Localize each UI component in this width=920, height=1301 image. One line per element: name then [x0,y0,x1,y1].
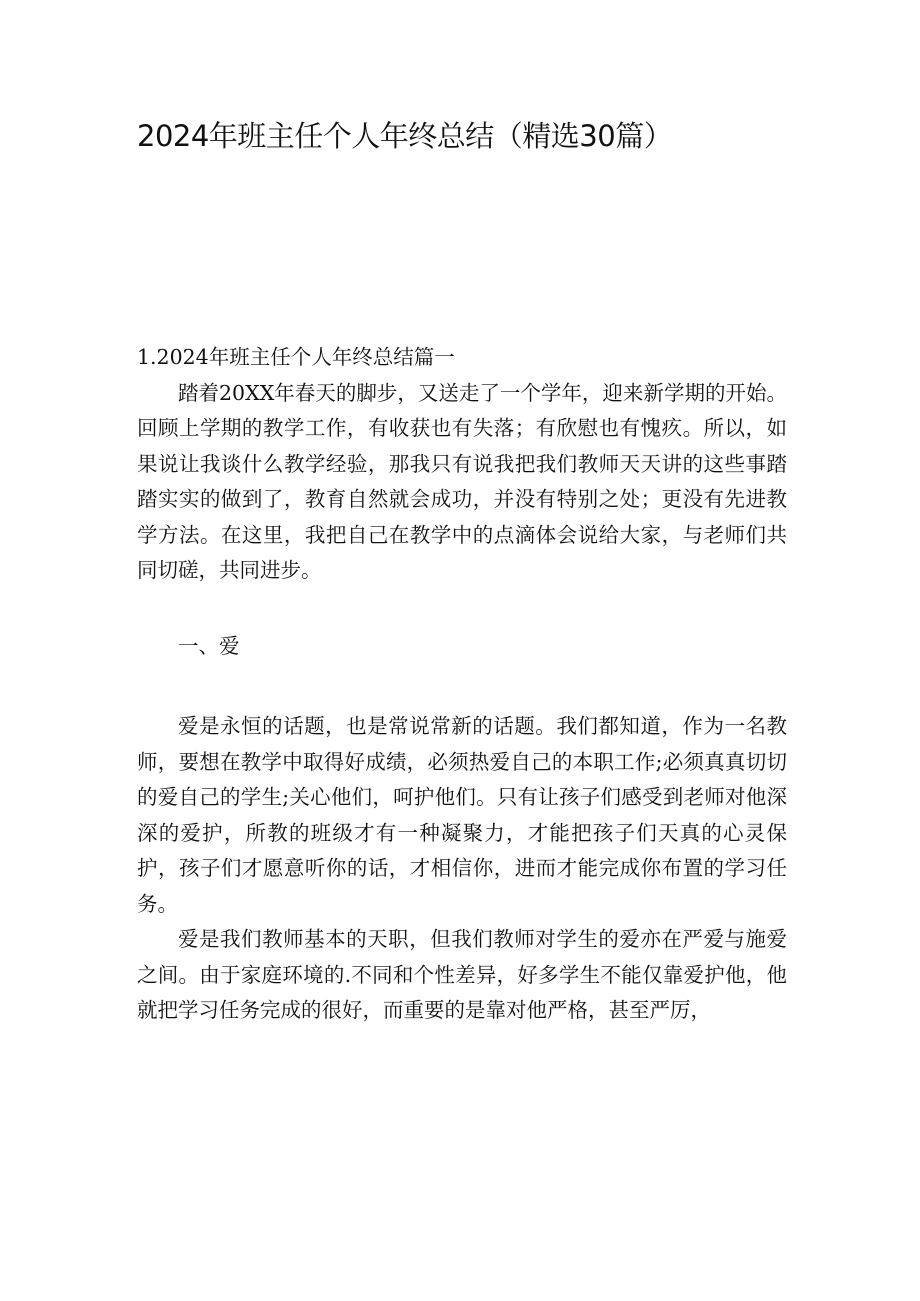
paragraph-intro: 踏着20XX年春天的脚步，又送走了一个学年，迎来新学期的开始。回顾上学期的教学工作，有收获也有失落；有欣慰也有愧疚。所以，如果说让我谈什么教学经验，那我只有说我把我们教师天天讲的这些事踏踏实实的做到了，教育自然就会成功，并没有特别之处；更没有先进教学方法。在这里，我把自己在教学中的点滴体会说给大家，与老师们共同切磋，共同进步。 [137,380,787,582]
section-heading: 1.2024年班主任个人年终总结篇一 [137,345,455,369]
paragraph-love: 爱是永恒的话题，也是常说常新的话题。我们都知道，作为一名教师，要想在教学中取得好成绩，必须热爱自己的本职工作;必须真真切切的爱自己的学生;关心他们，呵护他们。只有让孩子们感受到老师对他深深的爱护，所教的班级才有一种凝聚力，才能把孩子们天真的心灵保护，孩子们才愿意听你的话，才相信你，进而才能完成你布置的学习任务。 [137,714,787,916]
spacer [137,589,787,629]
spacer [137,664,787,709]
document-body [137,340,787,1029]
document-title: 2024年班主任个人年终总结（精选30篇） [137,119,673,153]
paragraph-strict-love: 爱是我们教师基本的天职，但我们教师对学生的爱亦在严爱与施爱之间。由于家庭环境的.不同和个性差异，好多学生不能仅靠爱护他，他就把学习任务完成的很好，而重要的是靠对他严格，甚至严厉， [137,927,787,1022]
subheading-love: 一、爱 [178,633,240,658]
